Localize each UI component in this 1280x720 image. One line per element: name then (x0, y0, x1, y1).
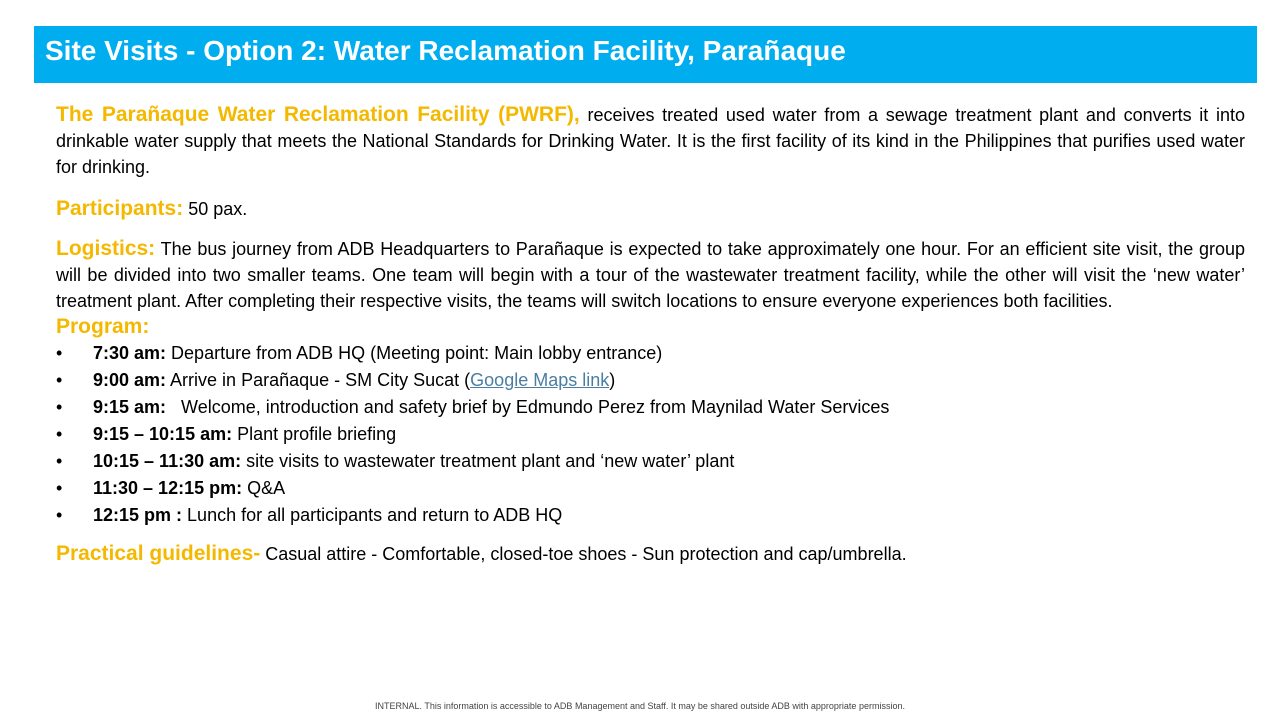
program-item (56, 421, 1245, 448)
program-time: 10:15 – 11:30 am: (93, 451, 242, 471)
program-time: 11:30 – 12:15 pm: (93, 478, 243, 498)
google-maps-link[interactable]: Google Maps link (470, 370, 610, 390)
program-text: Departure from ADB HQ (Meeting point: Main lobby entrance) (166, 343, 663, 363)
program-text-after: ) (609, 370, 616, 390)
program-text: Lunch for all participants and return to ADB HQ (182, 505, 563, 525)
program-list (56, 340, 1245, 529)
slide-content (56, 102, 1245, 567)
logistics-text: The bus journey from ADB Headquarters to Parañaque is expected to take approximately one hour. For an efficient site visit, the group will be divided into two smaller teams. One team will begin with a tour of the wastewater treatment facility, while the other will visit the ‘new water’ treatment plant. After completing their respective visits, the teams will switch locations to ensure everyone experiences both facilities. (56, 239, 1245, 311)
program-label: Program: (56, 315, 150, 338)
program-time: 9:00 am: (93, 370, 167, 390)
program-heading (56, 314, 1245, 340)
participants-paragraph (56, 196, 1245, 222)
intro-lead: The Parañaque Water Reclamation Facility (PWRF), (56, 103, 580, 126)
participants-label: Participants: (56, 197, 184, 220)
guidelines-text: Casual attire - Comfortable, closed-toe shoes - Sun protection and cap/umbrella. (260, 544, 907, 564)
guidelines-paragraph (56, 541, 1245, 567)
program-time: 9:15 am: (93, 397, 167, 417)
logistics-label: Logistics: (56, 237, 156, 260)
intro-text: receives treated used water from a sewage treatment plant and converts it into drinkable water supply that meets the National Standards for Drinking Water. It is the first facility of its kind in the Philippines that purifies used water for drinking. (56, 105, 1246, 177)
footer-classification: INTERNAL. This information is accessible to ADB Management and Staff. It may be shared outside ADB with appropriate permission. (375, 701, 905, 711)
bullet: • (56, 478, 63, 498)
program-item (56, 475, 1245, 502)
title-bar (34, 26, 1257, 83)
bullet: • (56, 370, 63, 390)
bullet: • (56, 505, 63, 525)
program-time: 12:15 pm : (93, 505, 183, 525)
program-item (56, 448, 1245, 475)
program-text: Welcome, introduction and safety brief by Edmundo Perez from Maynilad Water Services (166, 397, 890, 417)
bullet: • (56, 397, 63, 417)
intro-paragraph (56, 102, 1245, 180)
program-item (56, 394, 1245, 421)
page-title: Site Visits - Option 2: Water Reclamation Facility, Parañaque (45, 34, 846, 66)
program-item (56, 340, 1245, 367)
program-text: Q&A (242, 478, 286, 498)
program-text: Arrive in Parañaque - SM City Sucat ( (166, 370, 471, 390)
program-item (56, 367, 1245, 394)
guidelines-label: Practical guidelines- (56, 542, 261, 565)
logistics-paragraph (56, 236, 1245, 314)
bullet: • (56, 343, 63, 363)
program-text: site visits to wastewater treatment plant and ‘new water’ plant (241, 451, 735, 471)
program-text: Plant profile briefing (232, 424, 397, 444)
participants-text: 50 pax. (183, 199, 248, 219)
bullet: • (56, 424, 63, 444)
program-time: 9:15 – 10:15 am: (93, 424, 233, 444)
program-time: 7:30 am: (93, 343, 167, 363)
program-item (56, 502, 1245, 529)
bullet: • (56, 451, 63, 471)
